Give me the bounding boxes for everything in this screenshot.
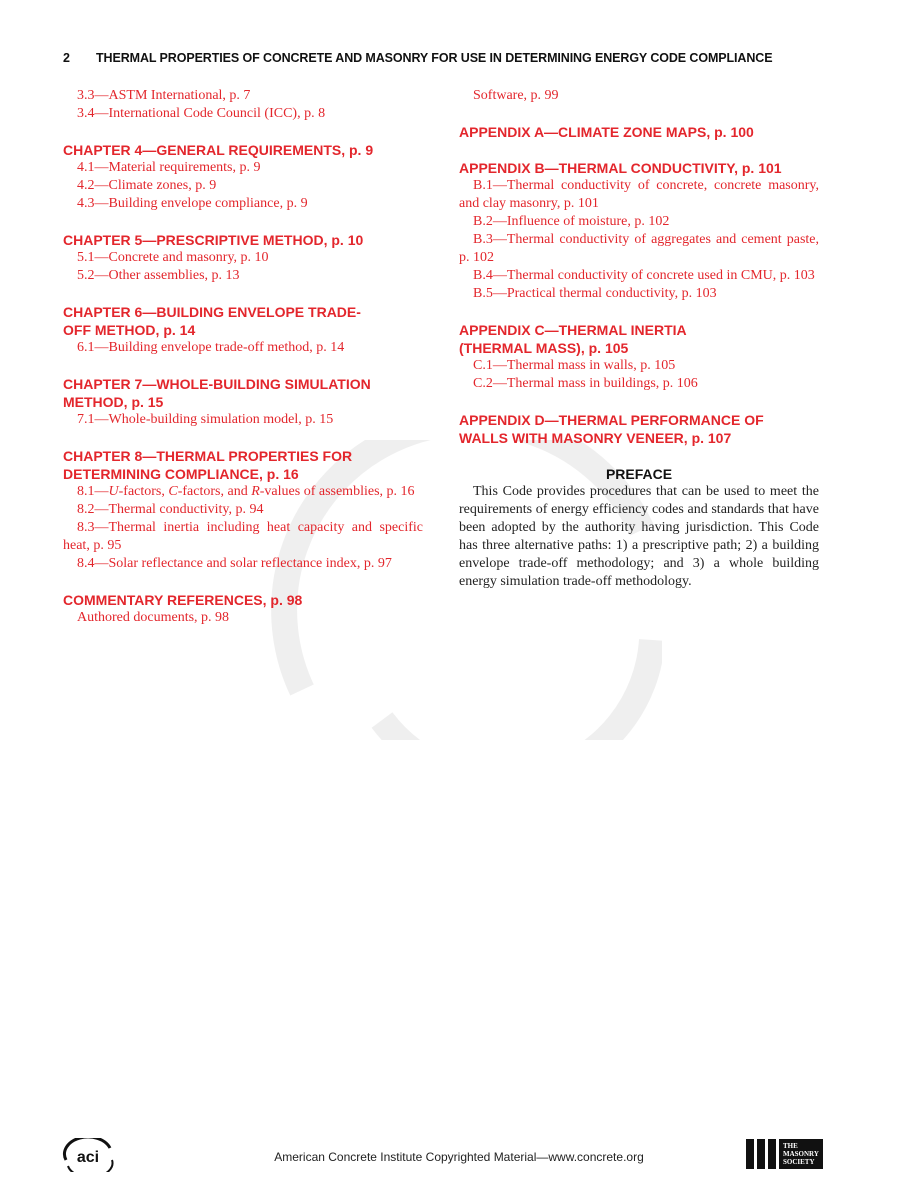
toc-appendix-d-line2: WALLS WITH MASONRY VENEER, p. 107 — [459, 430, 732, 446]
toc-item-b-5[interactable]: B.5—Practical thermal conductivity, p. 103 — [473, 286, 717, 301]
toc-item-8-1[interactable] — [63, 483, 423, 501]
toc-appendix-a[interactable]: APPENDIX A—CLIMATE ZONE MAPS, p. 100 — [459, 124, 754, 140]
footer-copyright: American Concrete Institute Copyrighted Material—www.concrete.org — [274, 1150, 644, 1164]
toc-item-authored-documents[interactable]: Authored documents, p. 98 — [77, 610, 230, 625]
toc-item-b-2[interactable]: B.2—Influence of moisture, p. 102 — [473, 214, 670, 229]
toc-item-3-4[interactable]: 3.4—International Code Council (ICC), p. 8 — [77, 106, 326, 121]
toc-item-8-3[interactable]: 8.3—Thermal inertia including heat capacity and specific heat, p. 95 — [63, 520, 423, 553]
toc-item-4-3[interactable]: 4.3—Building envelope compliance, p. 9 — [77, 196, 308, 211]
toc-item-8-1-mid2: -factors, and — [177, 484, 252, 499]
toc-chapter-7[interactable] — [63, 375, 423, 411]
toc-item-8-1-c: C — [168, 484, 178, 499]
toc-item-software[interactable]: Software, p. 99 — [473, 88, 559, 103]
running-header — [63, 51, 823, 65]
toc-appendix-b[interactable]: APPENDIX B—THERMAL CONDUCTIVITY, p. 101 — [459, 160, 782, 176]
toc-appendix-c-line2: (THERMAL MASS), p. 105 — [459, 340, 629, 356]
aci-logo-text: aci — [76, 1149, 100, 1166]
toc-left-column — [63, 87, 423, 627]
tms-logo-line1: THE — [783, 1142, 798, 1150]
toc-item-8-1-prefix: 8.1— — [77, 484, 109, 499]
toc-chapter-8-line1: CHAPTER 8—THERMAL PROPERTIES FOR — [63, 448, 353, 464]
toc-item-7-1[interactable]: 7.1—Whole-building simulation model, p. 15 — [77, 412, 334, 427]
toc-item-4-1[interactable]: 4.1—Material requirements, p. 9 — [77, 160, 261, 175]
toc-item-8-2[interactable]: 8.2—Thermal conductivity, p. 94 — [77, 502, 264, 517]
toc-item-8-1-u: U — [108, 484, 119, 499]
toc-item-b-4[interactable]: B.4—Thermal conductivity of concrete used in CMU, p. 103 — [473, 268, 815, 283]
toc-item-8-1-r: R — [251, 484, 260, 499]
toc-item-5-1[interactable]: 5.1—Concrete and masonry, p. 10 — [77, 250, 269, 265]
toc-item-8-1-mid1: -factors, — [118, 484, 169, 499]
toc-item-5-2[interactable]: 5.2—Other assemblies, p. 13 — [77, 268, 240, 283]
toc-item-4-2[interactable]: 4.2—Climate zones, p. 9 — [77, 178, 217, 193]
toc-item-b-1[interactable]: B.1—Thermal conductivity of concrete, concrete masonry, and clay masonry, p. 101 — [459, 178, 819, 211]
running-title: THERMAL PROPERTIES OF CONCRETE AND MASONRY FOR USE IN DETERMINING ENERGY CODE COMPLIANCE — [96, 51, 773, 65]
tms-logo-line2: MASONRY — [783, 1150, 819, 1158]
toc-chapter-8[interactable] — [63, 447, 423, 483]
tms-logo-line3: SOCIETY — [783, 1158, 815, 1166]
toc-chapter-7-line2: METHOD, p. 15 — [63, 394, 164, 410]
tms-logo-text — [779, 1139, 823, 1169]
toc-appendix-d-line1: APPENDIX D—THERMAL PERFORMANCE OF — [459, 412, 764, 428]
toc-chapter-4[interactable]: CHAPTER 4—GENERAL REQUIREMENTS, p. 9 — [63, 142, 374, 158]
toc-appendix-c[interactable] — [459, 321, 819, 357]
toc-item-3-3[interactable]: 3.3—ASTM International, p. 7 — [77, 88, 251, 103]
toc-item-6-1[interactable]: 6.1—Building envelope trade-off method, p. 14 — [77, 340, 345, 355]
toc-item-c-1[interactable]: C.1—Thermal mass in walls, p. 105 — [473, 358, 676, 373]
toc-chapter-6-line2: OFF METHOD, p. 14 — [63, 322, 196, 338]
preface-title: PREFACE — [605, 466, 673, 482]
tms-logo-bar-3 — [768, 1139, 776, 1169]
tms-logo-bar-2 — [757, 1139, 765, 1169]
toc-chapter-6-line1: CHAPTER 6—BUILDING ENVELOPE TRADE- — [63, 304, 361, 320]
toc-item-8-1-suffix: -values of assemblies, p. 16 — [259, 484, 415, 499]
page-number: 2 — [63, 51, 70, 65]
toc-chapter-8-line2: DETERMINING COMPLIANCE, p. 16 — [63, 466, 299, 482]
toc-appendix-d[interactable] — [459, 411, 819, 447]
toc-item-8-4[interactable]: 8.4—Solar reflectance and solar reflectance index, p. 97 — [77, 556, 392, 571]
toc-chapter-7-line1: CHAPTER 7—WHOLE-BUILDING SIMULATION — [63, 376, 371, 392]
toc-chapter-6[interactable] — [63, 303, 423, 339]
toc-appendix-c-line1: APPENDIX C—THERMAL INERTIA — [459, 322, 687, 338]
preface-body: This Code provides procedures that can be used to meet the requirements of energy efficiency codes and standards that have been adopted by the authority having jurisdiction. This Code has three alternative paths: 1) a prescriptive path; 2) a building envelope trade-off methodology; and 3) a whole building energy simulation trade-off methodology. — [459, 484, 819, 589]
tms-logo-bar-1 — [746, 1139, 754, 1169]
toc-right-column — [459, 87, 819, 591]
masonry-society-logo — [746, 1139, 823, 1169]
toc-commentary-references[interactable]: COMMENTARY REFERENCES, p. 98 — [63, 592, 303, 608]
toc-chapter-5[interactable]: CHAPTER 5—PRESCRIPTIVE METHOD, p. 10 — [63, 232, 364, 248]
toc-item-c-2[interactable]: C.2—Thermal mass in buildings, p. 106 — [473, 376, 698, 391]
toc-item-b-3[interactable]: B.3—Thermal conductivity of aggregates and cement paste, p. 102 — [459, 232, 819, 265]
